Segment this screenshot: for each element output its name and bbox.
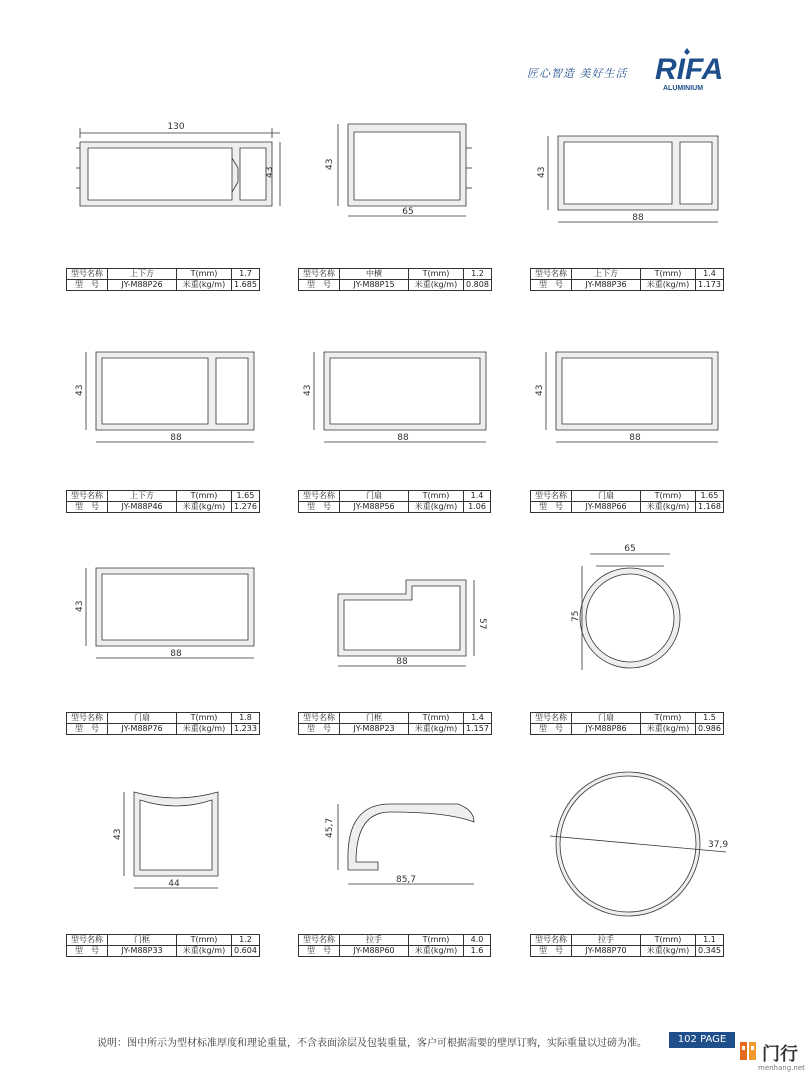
page-number: 102 PAGE [669, 1032, 735, 1048]
spec-table: 型号名称 上下方 T(mm) 1.4 型 号 JY-M88P36 米重(kg/m) 1.173 [530, 268, 724, 291]
dimension-label: 37,9 [708, 840, 729, 850]
profile-card-6 [530, 342, 730, 572]
profile-drawing [530, 770, 750, 930]
spec-table: 型号名称 门扇 T(mm) 1.65 型 号 JY-M88P66 米重(kg/m) 1.168 [530, 490, 724, 513]
profile-card-10 [66, 782, 266, 1012]
dimension-label: 43 [535, 384, 545, 396]
page-header [0, 0, 802, 110]
dimension-label: 88 [397, 433, 409, 443]
spec-table: 型号名称 中横 T(mm) 1.2 型 号 JY-M88P15 米重(kg/m) 0.808 [298, 268, 492, 291]
dimension-label: 43 [113, 828, 123, 840]
profile-card-9 [530, 540, 730, 770]
spec-table: 型号名称 门框 T(mm) 1.4 型 号 JY-M88P23 米重(kg/m) 1.157 [298, 712, 492, 735]
profile-drawing [530, 118, 730, 268]
dimension-label: 43 [75, 600, 85, 612]
profile-card-8 [298, 562, 498, 792]
profile-card-3 [530, 118, 730, 348]
spec-table: 型号名称 拉手 T(mm) 1.1 型 号 JY-M88P70 米重(kg/m) 0.345 [530, 934, 724, 957]
dimension-label: 43 [537, 166, 547, 178]
brand-logo [653, 48, 737, 92]
profile-drawing [298, 342, 498, 492]
dimension-label: 75 [571, 610, 581, 622]
spec-table: 型号名称 上下方 T(mm) 1.7 型 号 JY-M88P26 米重(kg/m) 1.685 [66, 268, 260, 291]
dimension-label: 88 [170, 649, 182, 659]
profile-card-5 [298, 342, 498, 572]
profile-card-12 [530, 770, 730, 1000]
dimension-label: 88 [396, 657, 408, 667]
dimension-label: 57 [477, 618, 487, 630]
dimension-label: 43 [265, 166, 275, 178]
spec-table: 型号名称 门框 T(mm) 1.2 型 号 JY-M88P33 米重(kg/m) 0.604 [66, 934, 260, 957]
profile-drawing [298, 118, 498, 268]
menhang-logo-icon [738, 1040, 758, 1062]
footer-note: 说明：图中所示为型材标准厚度和理论重量，不含表面涂层及包装重量，客户可根据需要的壁厚订购，实际重量以过磅为准。 [97, 1038, 647, 1049]
profile-drawing [66, 562, 266, 712]
spec-table: 型号名称 拉手 T(mm) 4.0 型 号 JY-M88P60 米重(kg/m) 1.6 [298, 934, 491, 957]
dimension-label: 85,7 [395, 875, 417, 885]
spec-table: 型号名称 上下方 T(mm) 1.65 型 号 JY-M88P46 米重(kg/m) 1.276 [66, 490, 260, 513]
svg-text:ALUMINIUM: ALUMINIUM [663, 85, 704, 92]
profile-drawing [530, 342, 730, 492]
profile-drawing [530, 540, 730, 710]
dimension-label: 44 [168, 879, 180, 889]
dimension-label: 130 [167, 122, 185, 132]
profile-drawing [66, 118, 275, 268]
dimension-label: 65 [624, 544, 636, 554]
dimension-label: 88 [629, 433, 641, 443]
profile-card-1 [66, 118, 275, 348]
spec-table: 型号名称 门扇 T(mm) 1.5 型 号 JY-M88P86 米重(kg/m) 0.986 [530, 712, 724, 735]
dimension-label: 88 [170, 433, 182, 443]
profile-card-2 [298, 118, 498, 348]
spec-table: 型号名称 门扇 T(mm) 1.4 型 号 JY-M88P56 米重(kg/m) 1.06 [298, 490, 491, 513]
dimension-label: 45,7 [325, 817, 335, 838]
watermark-url: menhang.net [758, 1064, 805, 1072]
dimension-label: 88 [632, 213, 644, 223]
profile-drawing [66, 342, 266, 492]
slogan: 匠心智造 美好生活 [527, 67, 628, 80]
profile-drawing [66, 782, 266, 932]
dimension-label: 43 [303, 384, 313, 396]
profile-card-4 [66, 342, 266, 572]
svg-text:RIFA: RIFA [655, 53, 724, 86]
watermark[interactable] [738, 1038, 805, 1078]
dimension-label: 65 [402, 207, 414, 217]
dimension-label: 43 [75, 384, 85, 396]
dimension-label: 43 [325, 158, 335, 170]
spec-table: 型号名称 门扇 T(mm) 1.8 型 号 JY-M88P76 米重(kg/m) 1.233 [66, 712, 260, 735]
profile-drawing [298, 782, 498, 932]
profile-drawing [298, 562, 498, 712]
profile-card-7 [66, 562, 266, 792]
watermark-text: 门行 [762, 1044, 798, 1065]
profile-card-11 [298, 782, 498, 1012]
